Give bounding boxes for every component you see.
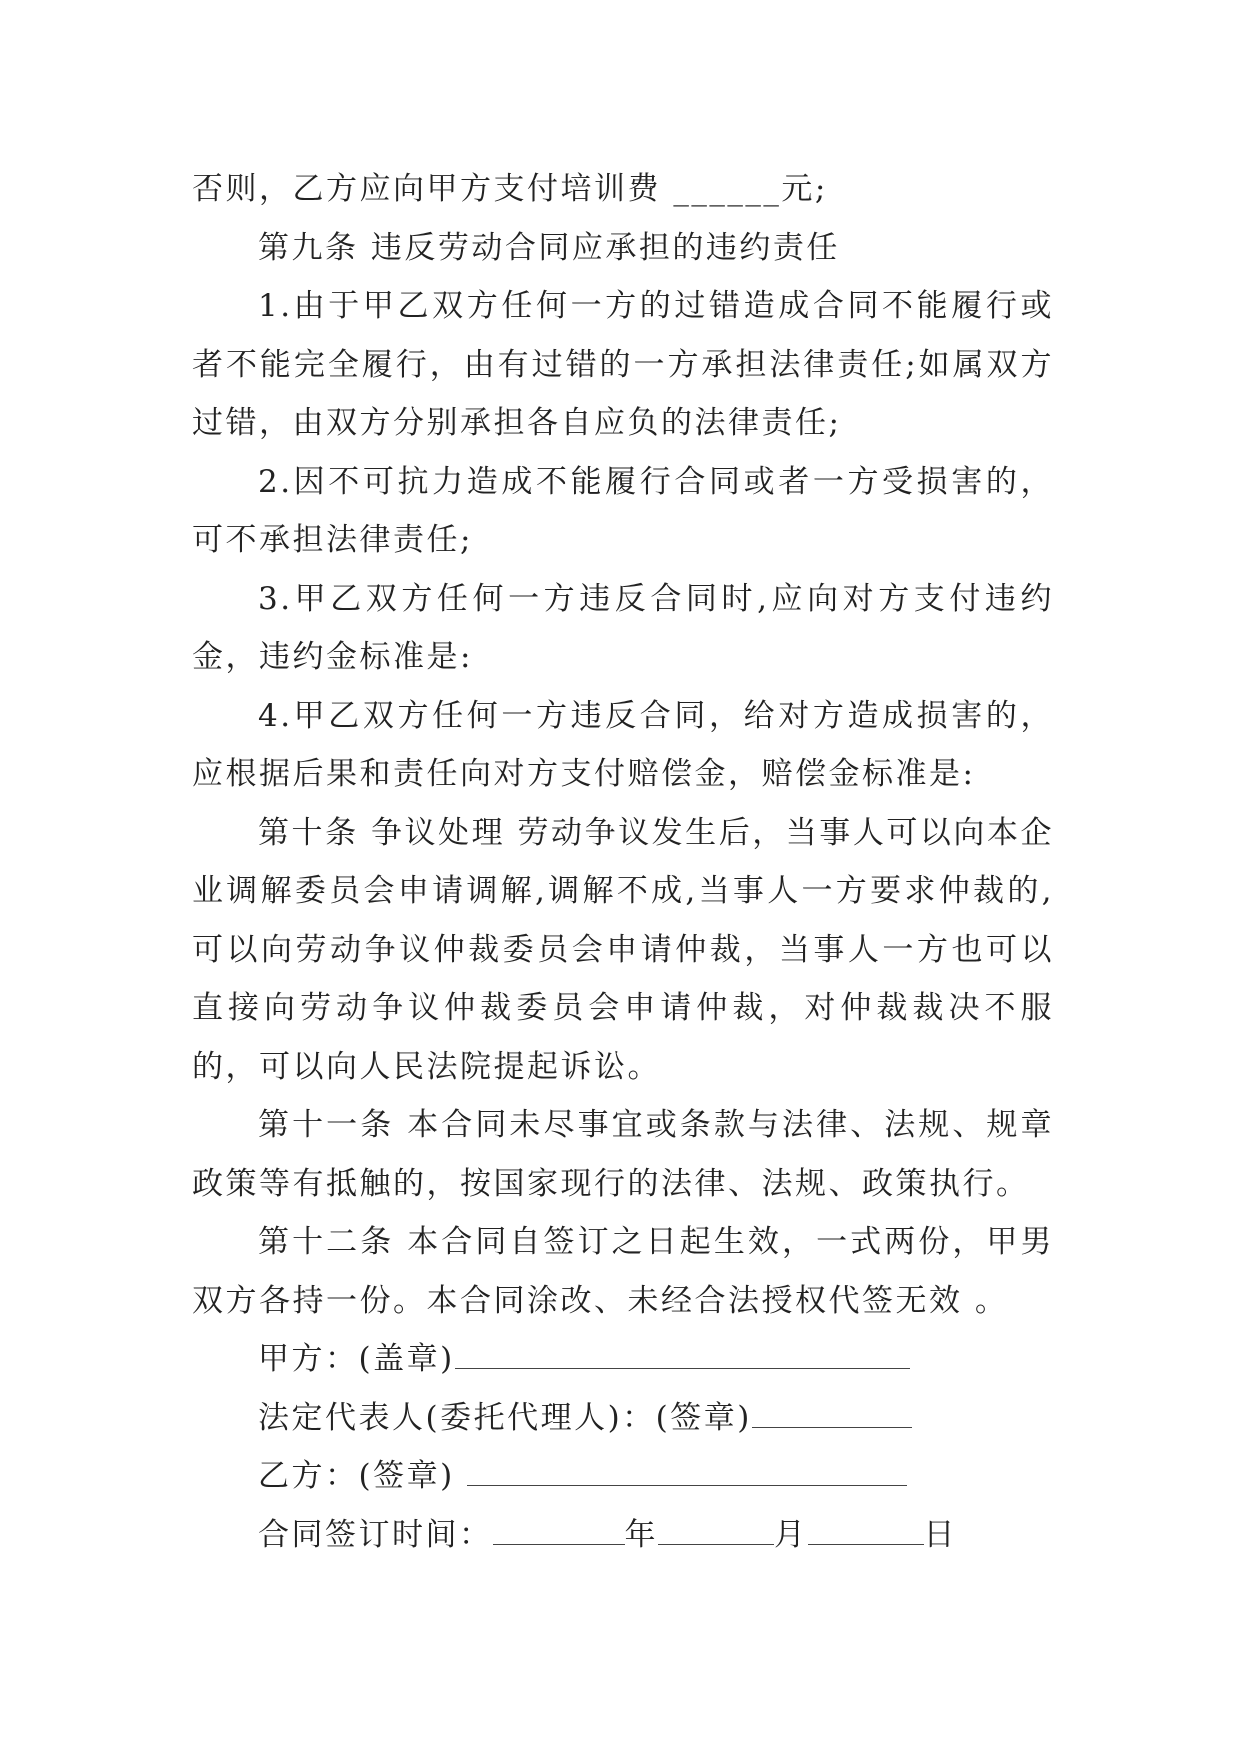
day-label: 日 — [923, 1516, 957, 1553]
month-label: 月 — [774, 1516, 808, 1553]
article-12: 第十二条 本合同自签订之日起生效，一式两份，甲男双方各持一份。本合同涂改、未经合法授权代签无效 。 — [192, 1224, 1054, 1319]
article-9-heading: 第九条 违反劳动合同应承担的违约责任 — [258, 229, 840, 266]
article-9-clause-1: 1.由于甲乙双方任何一方的过错造成合同不能履行或者不能完全履行，由有过错的一方承担法律责任;如属双方过错，由双方分别承担各自应负的法律责任; — [192, 288, 1054, 441]
article-10-dispute: 第十条 争议处理 劳动争议发生后，当事人可以向本企业调解委员会申请调解,调解不成,当事人一方要求仲裁的,可以向劳动争议仲裁委员会申请仲裁，当事人一方也可以直接向劳动争议仲裁委员会申请仲裁，对仲裁裁决不服的，可以向人民法院提起诉讼。 — [192, 814, 1054, 1085]
legal-rep-label: 法定代表人(委托代理人)：(签章) — [258, 1399, 752, 1436]
legal-rep-blank — [752, 1397, 912, 1428]
party-b-blank — [467, 1455, 907, 1486]
party-a-blank — [455, 1338, 910, 1369]
year-label: 年 — [624, 1516, 658, 1553]
legal-rep-signature-line — [192, 1389, 1054, 1448]
signing-date-line — [192, 1506, 1054, 1565]
date-label: 合同签订时间： — [258, 1516, 493, 1553]
party-b-signature-line — [192, 1447, 1054, 1506]
article-11: 第十一条 本合同未尽事宜或条款与法律、法规、规章政策等有抵触的，按国家现行的法律、法规、政策执行。 — [192, 1107, 1054, 1202]
year-blank — [493, 1514, 625, 1545]
article-9-clause-3: 3.甲乙双方任何一方违反合同时,应向对方支付违约金，违约金标准是: — [192, 580, 1054, 675]
article-9-clause-4: 4.甲乙双方任何一方违反合同，给对方造成损害的，应根据后果和责任向对方支付赔偿金，赔偿金标准是: — [192, 697, 1054, 792]
paragraph-training-fee: 否则，乙方应向甲方支付培训费 ______元; — [192, 171, 828, 207]
month-blank — [658, 1514, 774, 1545]
contract-body — [192, 160, 1054, 1564]
article-9-clause-2: 2.因不可抗力造成不能履行合同或者一方受损害的，可不承担法律责任; — [192, 463, 1054, 558]
party-a-signature-line — [192, 1330, 1054, 1389]
party-a-label: 甲方：(盖章) — [258, 1341, 455, 1377]
day-blank — [808, 1514, 924, 1545]
party-b-label: 乙方：(签章) — [258, 1458, 468, 1494]
